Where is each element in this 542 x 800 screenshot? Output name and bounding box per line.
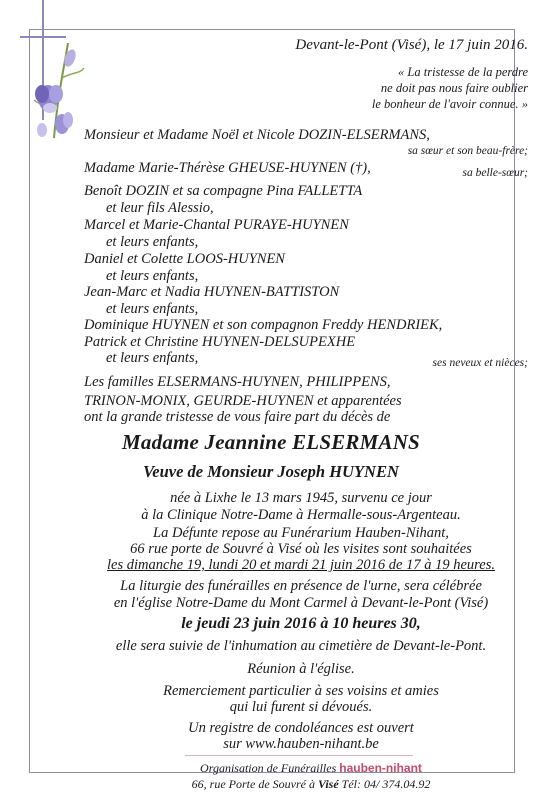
family-line: et leurs enfants, [106, 350, 199, 366]
family-line: et leurs enfants, [106, 234, 199, 250]
family-line: Monsieur et Madame Noël et Nicole DOZIN-ELSERMANS, [84, 127, 430, 143]
family-line: Marcel et Marie-Chantal PURAYE-HUYNEN [84, 217, 349, 233]
address-city: Visé [317, 777, 339, 791]
quote-line-1: « La tristesse de la perdre [398, 65, 528, 79]
family-line: Benoît DOZIN et sa compagne Pina FALLETTA [84, 183, 363, 199]
thanks-line: Remerciement particulier à ses voisins et amies [163, 683, 439, 699]
relation-label: sa sœur et son beau-frère; [407, 145, 528, 157]
visit-dates: les dimanche 19, lundi 20 et mardi 21 juin 2016 de 17 à 19 heures. [107, 557, 495, 573]
visit-line: 66 rue porte de Souvré à Visé où les visites sont souhaitées [130, 541, 472, 557]
meeting-line: Réunion à l'église. [247, 661, 355, 677]
address-street: 66, rue Porte de Souvré à [191, 777, 315, 791]
org-prefix: Organisation de Funérailles [200, 761, 337, 775]
relation-label: ses neveux et nièces; [432, 357, 528, 369]
family-line: et leurs enfants, [106, 268, 199, 284]
family-line: ont la grande tristesse de vous faire part du décès de [84, 409, 391, 425]
family-line: Les familles ELSERMANS-HUYNEN, PHILIPPENS, [84, 374, 391, 390]
place-date: Devant-le-Pont (Visé), le 17 juin 2016. [295, 37, 528, 53]
quote-line-3: le bonheur de l'avoir connue. » [371, 97, 528, 111]
birth-line: à la Clinique Notre-Dame à Hermalle-sous-Argenteau. [141, 507, 461, 523]
flower-icon [28, 38, 88, 148]
footer-address [0, 777, 542, 792]
funeral-line: elle sera suivie de l'inhumation au cimetière de Devant-le-Pont. [115, 638, 487, 654]
funeral-date: le jeudi 23 juin 2016 à 10 heures 30, [181, 615, 421, 632]
footer-organization [0, 761, 542, 776]
quote-line-2: ne doit pas nous faire oublier [380, 81, 528, 95]
family-line: Madame Marie-Thérèse GHEUSE-HUYNEN (†), [84, 160, 371, 176]
deceased-name: Madame Jeannine ELSERMANS [122, 430, 420, 454]
funeral-line: La liturgie des funérailles en présence de l'urne, sera célébrée [120, 578, 482, 594]
family-line: Jean-Marc et Nadia HUYNEN-BATTISTON [84, 284, 340, 300]
address-phone: Tél: 04/ 374.04.92 [341, 777, 431, 791]
family-line: et leur fils Alessio, [106, 200, 214, 216]
family-line: et leurs enfants, [106, 301, 199, 317]
birth-line: née à Lixhe le 13 mars 1945, survenu ce jour [170, 490, 432, 506]
org-brand-logo: hauben-nihant [339, 761, 422, 775]
family-line: Patrick et Christine HUYNEN-DELSUPEXHE [84, 334, 356, 350]
family-line: Dominique HUYNEN et son compagnon Freddy HENDRIEK, [84, 317, 443, 333]
deceased-widow: Veuve de Monsieur Joseph HUYNEN [143, 462, 399, 481]
footer-divider [185, 755, 413, 756]
relation-label: sa belle-sœur; [462, 167, 528, 179]
funeral-line: en l'église Notre-Dame du Mont Carmel à Devant-le-Pont (Visé) [113, 595, 489, 611]
thanks-line: qui lui furent si dévoués. [229, 699, 373, 715]
visit-line: La Défunte repose au Funérarium Hauben-Nihant, [153, 525, 449, 541]
family-line: TRINON-MONIX, GEURDE-HUYNEN et apparentées [84, 393, 402, 409]
condolence-line: Un registre de condoléances est ouvert [188, 720, 414, 736]
family-line: Daniel et Colette LOOS-HUYNEN [84, 251, 285, 267]
condolence-website[interactable]: sur www.hauben-nihant.be [223, 736, 379, 752]
